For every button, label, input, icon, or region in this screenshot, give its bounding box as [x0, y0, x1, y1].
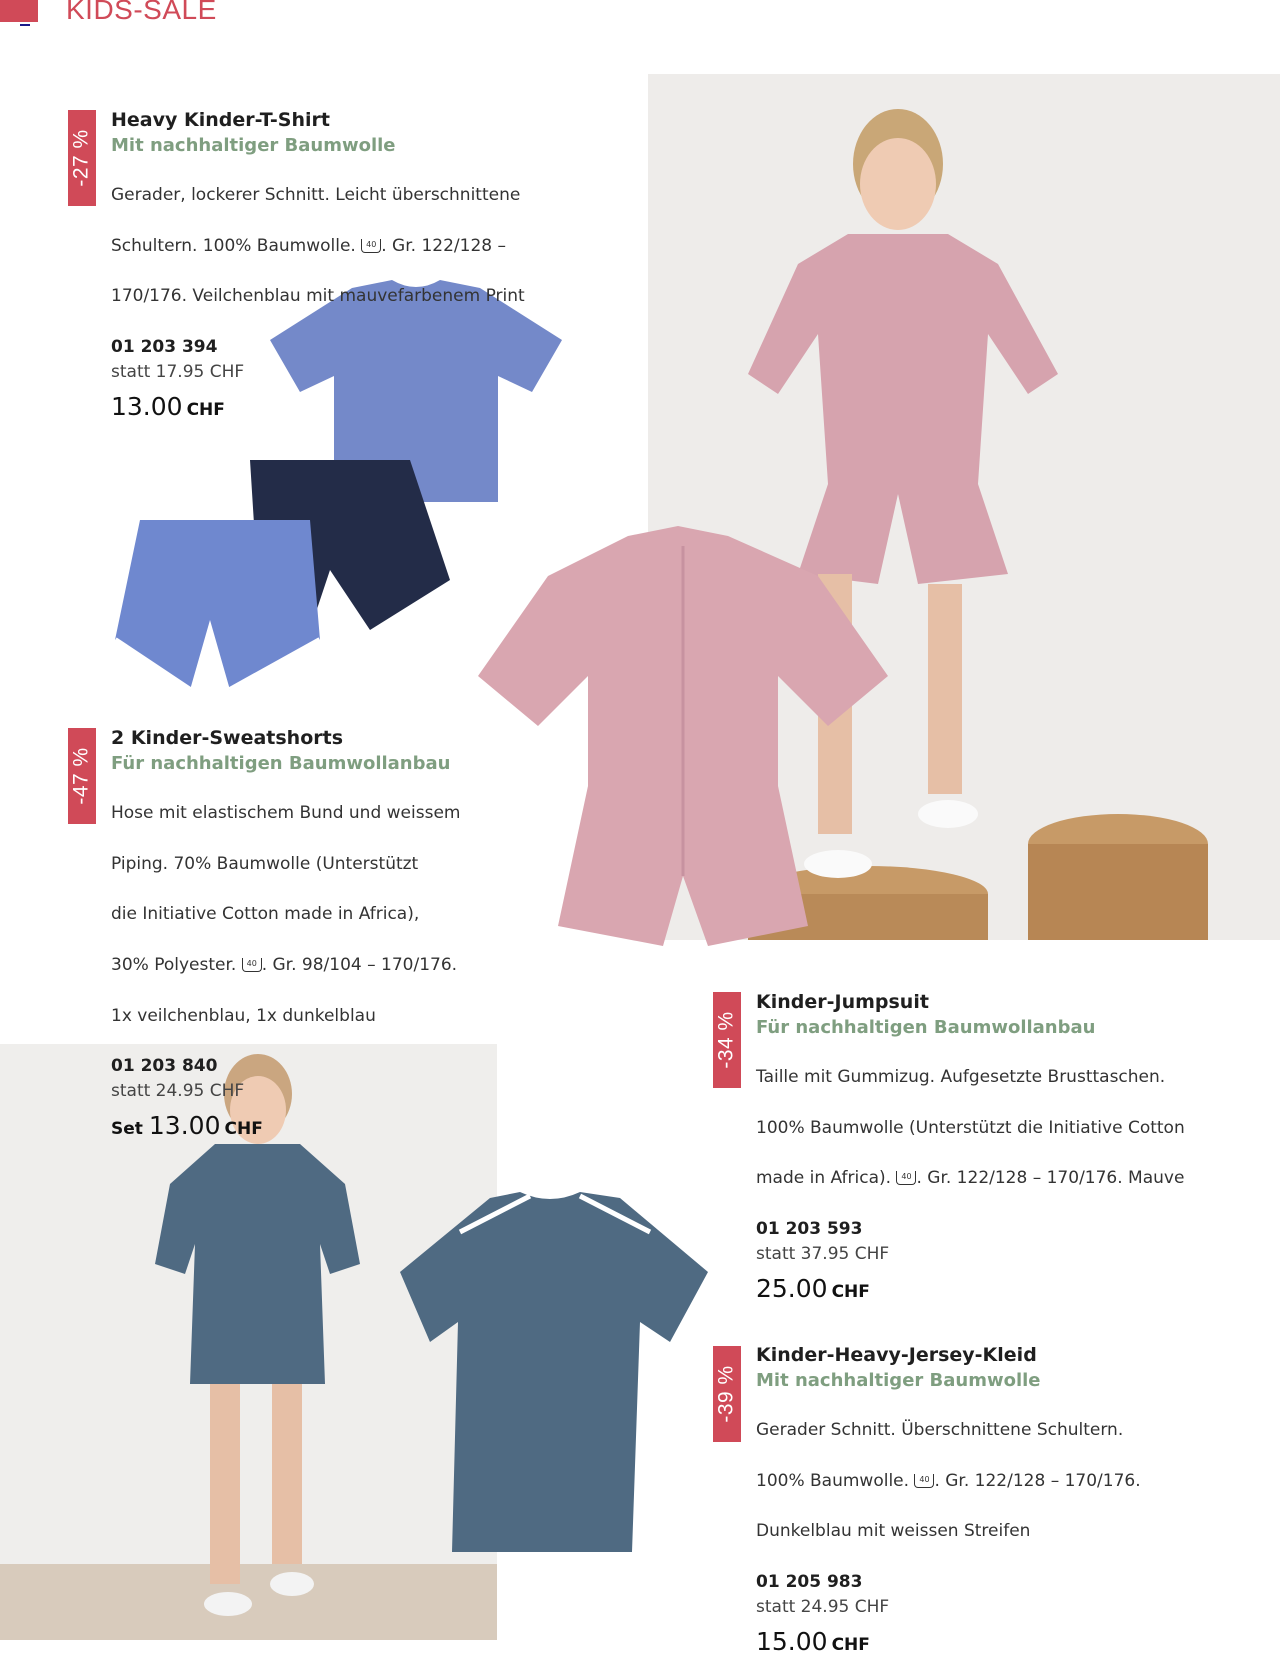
old-price: statt 24.95 CHF	[111, 1081, 245, 1102]
product-description-line	[111, 234, 551, 259]
product-description-line: Gerader Schnitt. Überschnittene Schultern.	[756, 1420, 1124, 1441]
price	[111, 389, 551, 428]
product-tagline: Für nachhaltigen Baumwollanbau	[111, 753, 451, 774]
price-value: 15.00	[756, 1627, 828, 1657]
product-description-line: 170/176. Veilchenblau mit mauvefarbenem Print	[111, 286, 525, 307]
price	[756, 1624, 1236, 1663]
product-description-text: . Gr. 122/128 – 170/176. Mauve	[916, 1168, 1185, 1189]
product-jersey-dress[interactable]	[756, 1343, 1236, 1663]
product-description-line: Gerader, lockerer Schnitt. Leicht überschnittene	[111, 185, 521, 206]
discount-badge	[713, 992, 741, 1088]
product-description-line	[756, 1166, 1256, 1191]
wash-40-icon: 40	[361, 239, 381, 253]
product-code: 01 203 840	[111, 1056, 218, 1077]
product-code: 01 203 394	[111, 337, 218, 358]
product-description-line: Taille mit Gummizug. Aufgesetzte Brusttaschen.	[756, 1067, 1166, 1088]
product-name: Heavy Kinder-T-Shirt	[111, 109, 330, 131]
product-description-text: Schultern. 100% Baumwolle.	[111, 235, 356, 256]
product-tagline: Mit nachhaltiger Baumwolle	[111, 135, 396, 156]
header-color-block	[0, 0, 38, 22]
sweatshorts-product-image	[110, 460, 455, 695]
header-underline-mark	[20, 24, 30, 26]
discount-badge-label: -34 %	[715, 1011, 739, 1069]
product-description-text: . Gr. 122/128 – 170/176.	[934, 1470, 1141, 1491]
discount-badge-label: -47 %	[70, 747, 94, 805]
product-description-line: die Initiative Cotton made in Africa),	[111, 904, 420, 925]
old-price: statt 24.95 CHF	[756, 1597, 890, 1618]
product-code: 01 205 983	[756, 1572, 863, 1593]
wash-40-icon: 40	[896, 1171, 916, 1185]
product-jumpsuit[interactable]	[756, 990, 1256, 1310]
price-currency: CHF	[831, 1282, 870, 1303]
product-sweatshorts[interactable]	[111, 726, 531, 1147]
old-price: statt 17.95 CHF	[111, 362, 245, 383]
product-description-text: . Gr. 98/104 – 170/176.	[261, 955, 458, 976]
product-description-line: Dunkelblau mit weissen Streifen	[756, 1521, 1031, 1542]
price-currency: CHF	[186, 400, 225, 421]
product-name: 2 Kinder-Sweatshorts	[111, 727, 344, 749]
product-description	[756, 1040, 1256, 1217]
price-value: 13.00	[148, 1111, 221, 1141]
discount-badge	[68, 728, 96, 824]
product-description	[111, 158, 551, 335]
old-price: statt 37.95 CHF	[756, 1244, 890, 1265]
product-description-text: . Gr. 122/128 –	[381, 235, 506, 256]
discount-badge	[68, 110, 96, 206]
product-description-line	[756, 1469, 1236, 1494]
dress-product-image	[400, 1192, 710, 1552]
price-prefix: Set	[111, 1119, 143, 1140]
discount-badge-label: -39 %	[715, 1365, 739, 1423]
product-tagline: Für nachhaltigen Baumwollanbau	[756, 1017, 1096, 1038]
product-description	[756, 1393, 1236, 1570]
wash-40-icon: 40	[242, 958, 262, 972]
discount-badge-label: -27 %	[70, 129, 94, 187]
product-description-line: Piping. 70% Baumwolle (Unterstützt	[111, 853, 419, 874]
product-description-line: 1x veilchenblau, 1x dunkelblau	[111, 1005, 376, 1026]
product-tagline: Mit nachhaltiger Baumwolle	[756, 1370, 1041, 1391]
product-description-text: made in Africa).	[756, 1168, 892, 1189]
price-currency: CHF	[831, 1635, 870, 1656]
product-code: 01 203 593	[756, 1219, 863, 1240]
product-name: Kinder-Heavy-Jersey-Kleid	[756, 1344, 1037, 1366]
price	[111, 1108, 531, 1147]
price-value: 13.00	[111, 392, 183, 422]
price	[756, 1271, 1256, 1310]
section-title: KIDS-SALE	[66, 0, 217, 25]
product-heavy-tshirt[interactable]	[111, 108, 551, 428]
discount-badge	[713, 1346, 741, 1442]
product-description-text: 30% Polyester.	[111, 955, 237, 976]
product-description-line: 100% Baumwolle (Unterstützt die Initiative Cotton	[756, 1117, 1185, 1138]
wash-40-icon: 40	[914, 1474, 934, 1488]
product-description-line	[111, 953, 531, 978]
price-currency: CHF	[224, 1119, 263, 1140]
product-description-line: Hose mit elastischem Bund und weissem	[111, 803, 461, 824]
product-description	[111, 776, 531, 1054]
product-name: Kinder-Jumpsuit	[756, 991, 929, 1013]
product-description-text: 100% Baumwolle.	[756, 1470, 910, 1491]
jumpsuit-product-image	[478, 526, 890, 958]
price-value: 25.00	[756, 1274, 828, 1304]
